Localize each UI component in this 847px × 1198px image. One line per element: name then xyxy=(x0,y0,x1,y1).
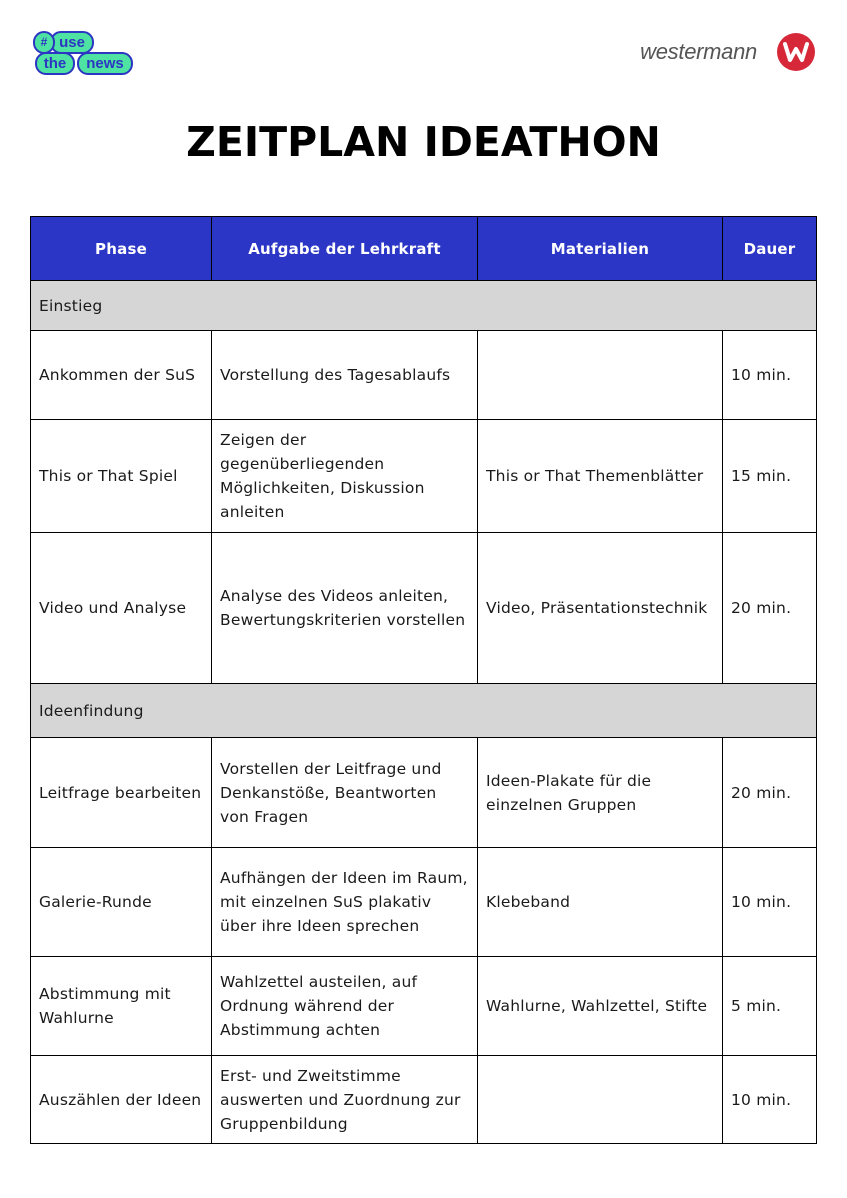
logo-word-the: the xyxy=(35,52,75,75)
section-label: Ideenfindung xyxy=(31,684,817,738)
cell-materials: Video, Präsentationstechnik xyxy=(478,533,723,684)
cell-duration: 20 min. xyxy=(723,738,817,848)
cell-task: Erst- und Zweitstimme auswerten und Zuordnung zur Gruppenbildung xyxy=(212,1056,478,1144)
cell-duration: 10 min. xyxy=(723,331,817,420)
table-row xyxy=(31,420,817,533)
table-row xyxy=(31,848,817,957)
cell-phase: Leitfrage bearbeiten xyxy=(31,738,212,848)
cell-phase: Video und Analyse xyxy=(31,533,212,684)
table-row xyxy=(31,738,817,848)
cell-materials: This or That Themenblätter xyxy=(478,420,723,533)
cell-duration: 10 min. xyxy=(723,848,817,957)
brand-name: westermann xyxy=(640,39,757,64)
table-header-row xyxy=(31,217,817,281)
header-phase: Phase xyxy=(31,217,212,281)
cell-task: Vorstellung des Tagesablaufs xyxy=(212,331,478,420)
cell-task: Zeigen der gegenüberliegenden Möglichkeiten, Diskussion anleiten xyxy=(212,420,478,533)
logo-word-news: news xyxy=(77,52,133,75)
cell-materials xyxy=(478,1056,723,1144)
cell-task: Aufhängen der Ideen im Raum, mit einzelnen SuS plakativ über ihre Ideen sprechen xyxy=(212,848,478,957)
cell-phase: Galerie-Runde xyxy=(31,848,212,957)
table-row xyxy=(31,533,817,684)
section-row xyxy=(31,281,817,331)
section-label: Einstieg xyxy=(31,281,817,331)
page-title: ZEITPLAN IDEATHON xyxy=(186,118,661,166)
cell-task: Vorstellen der Leitfrage und Denkanstöße, Beantworten von Fragen xyxy=(212,738,478,848)
header-duration: Dauer xyxy=(723,217,817,281)
use-the-news-logo xyxy=(33,31,135,77)
cell-duration: 5 min. xyxy=(723,957,817,1056)
cell-materials: Ideen-Plakate für die einzelnen Gruppen xyxy=(478,738,723,848)
table-row xyxy=(31,1056,817,1144)
cell-task: Analyse des Videos anleiten, Bewertungskriterien vorstellen xyxy=(212,533,478,684)
cell-duration: 20 min. xyxy=(723,533,817,684)
cell-phase: Auszählen der Ideen xyxy=(31,1056,212,1144)
logo-hash: # xyxy=(33,31,55,54)
logo-word-use: use xyxy=(50,31,94,54)
header-materials: Materialien xyxy=(478,217,723,281)
schedule-table xyxy=(30,216,817,1144)
cell-materials: Wahlurne, Wahlzettel, Stifte xyxy=(478,957,723,1056)
cell-materials xyxy=(478,331,723,420)
westermann-logo xyxy=(640,33,815,71)
cell-phase: This or That Spiel xyxy=(31,420,212,533)
section-row xyxy=(31,684,817,738)
cell-duration: 15 min. xyxy=(723,420,817,533)
cell-phase: Abstimmung mit Wahlurne xyxy=(31,957,212,1056)
w-badge-icon xyxy=(777,33,815,71)
cell-phase: Ankommen der SuS xyxy=(31,331,212,420)
cell-materials: Klebeband xyxy=(478,848,723,957)
cell-duration: 10 min. xyxy=(723,1056,817,1144)
cell-task: Wahlzettel austeilen, auf Ordnung während der Abstimmung achten xyxy=(212,957,478,1056)
header-task: Aufgabe der Lehrkraft xyxy=(212,217,478,281)
table-row xyxy=(31,957,817,1056)
table-row xyxy=(31,331,817,420)
